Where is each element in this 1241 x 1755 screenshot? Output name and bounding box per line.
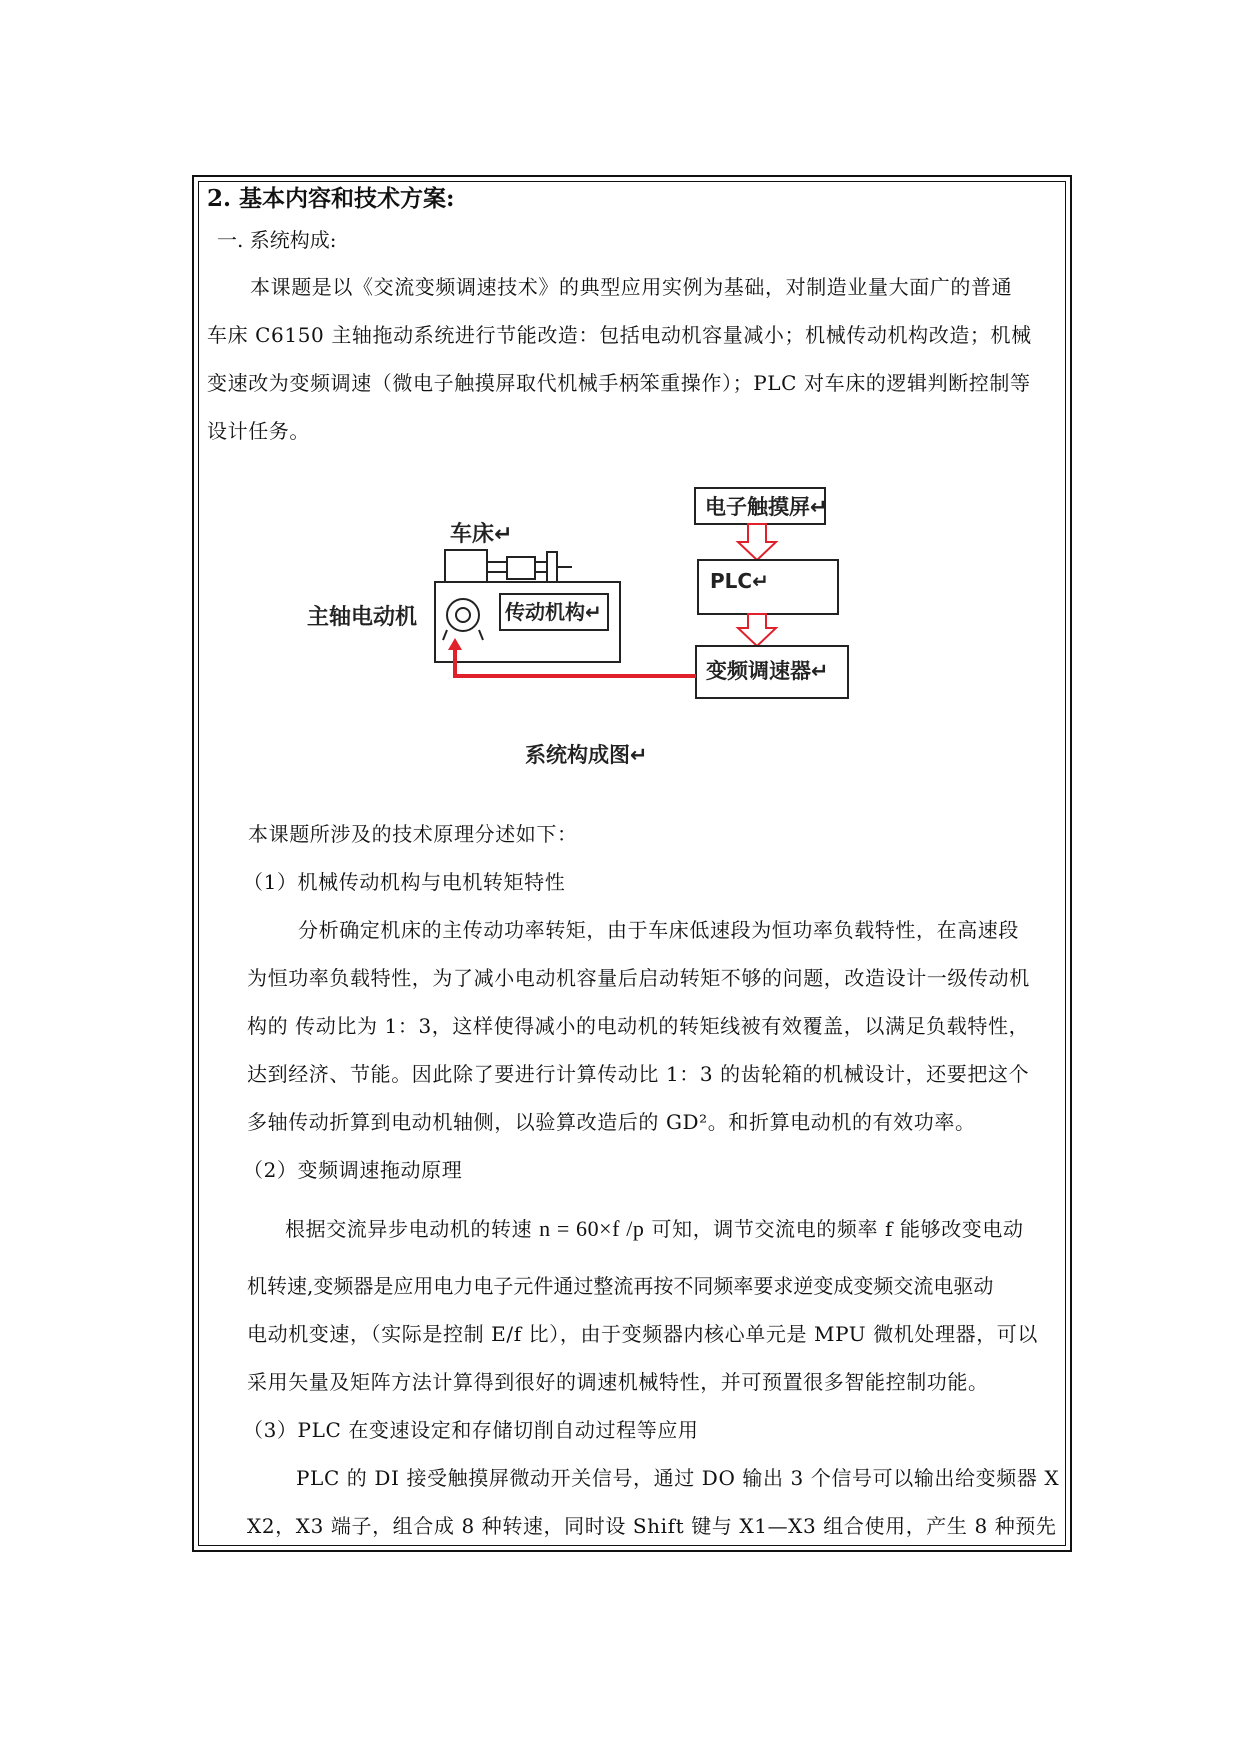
sub-heading: 一. 系统构成: bbox=[217, 228, 337, 252]
lathe-headstock bbox=[445, 550, 487, 582]
p3-line-2: X2，X3 端子，组合成 8 种转速，同时设 Shift 键与 X1—X3 组合使用，产生 8 种预先 bbox=[247, 1514, 1057, 1538]
p2-line-1-before: 根据交流异步电动机的转速 bbox=[285, 1217, 540, 1241]
lathe-tailstock bbox=[547, 552, 557, 582]
intro-line-3: 变速改为变频调速（微电子触摸屏取代机械手柄笨重操作）；PLC 对车床的逻辑判断控制等 bbox=[207, 371, 1031, 395]
principles-intro: 本课题所涉及的技术原理分述如下： bbox=[248, 822, 578, 846]
p1-line-5: 多轴传动折算到电动机轴侧，以验算改造后的 GD²。和折算电动机的有效功率。 bbox=[247, 1110, 976, 1134]
p1-line-3: 构的 传动比为 1：3，这样使得减小的电动机的转矩线被有效覆盖，以满足负载特性， bbox=[247, 1014, 1030, 1038]
p1-line-4: 达到经济、节能。因此除了要进行计算传动比 1：3 的齿轮箱的机械设计，还要把这个 bbox=[247, 1062, 1030, 1086]
diagram-caption: 系统构成图↵ bbox=[525, 743, 648, 767]
intro-line-2: 车床 C6150 主轴拖动系统进行节能改造：包括电动机容量减小；机械传动机构改造；机械 bbox=[207, 323, 1032, 347]
lathe-chuck bbox=[507, 557, 535, 579]
arrow-touchscreen-to-plc bbox=[738, 524, 776, 560]
p3-line-1: PLC 的 DI 接受触摸屏微动开关信号，通过 DO 输出 3 个信号可以输出给变频器 X bbox=[296, 1466, 1060, 1490]
intro-line-4: 设计任务。 bbox=[207, 419, 310, 443]
system-diagram bbox=[300, 478, 860, 778]
intro-line-1: 本课题是以《交流变频调速技术》的典型应用实例为基础，对制造业量大面广的普通 bbox=[250, 275, 1013, 299]
section-heading: 2. 基本内容和技术方案: bbox=[207, 185, 455, 212]
p1-line-1: 分析确定机床的主传动功率转矩，由于车床低速段为恒功率负载特性，在高速段 bbox=[298, 918, 1019, 942]
p3-title: （3）PLC 在变速设定和存储切削自动过程等应用 bbox=[243, 1418, 699, 1442]
p2-line-1 bbox=[285, 1217, 1024, 1241]
transmission-label: 传动机构↵ bbox=[505, 600, 602, 624]
p2-title: （2）变频调速拖动原理 bbox=[243, 1158, 463, 1182]
plc-label: PLC↵ bbox=[710, 569, 769, 593]
lathe-shaft-mid bbox=[535, 562, 547, 572]
spindle-motor-label: 主轴电动机 bbox=[307, 605, 418, 630]
p2-line-3: 电动机变速，（实际是控制 E/f 比），由于变频器内核心单元是 MPU 微机处理器，可以 bbox=[247, 1322, 1039, 1346]
p2-line-2: 机转速,变频器是应用电力电子元件通过整流再按不同频率要求逆变成变频交流电驱动 bbox=[247, 1274, 994, 1298]
touchscreen-label: 电子触摸屏↵ bbox=[705, 495, 828, 519]
speed-formula: n = 60×f /p bbox=[539, 1216, 645, 1241]
p1-line-2: 为恒功率负载特性，为了减小电动机容量后启动转矩不够的问题，改造设计一级传动机 bbox=[247, 966, 1030, 990]
arrow-plc-to-inverter bbox=[738, 614, 776, 646]
p1-title: （1）机械传动机构与电机转矩特性 bbox=[243, 870, 566, 894]
lathe-shaft-left bbox=[487, 562, 507, 572]
p2-line-1-after: 可知，调节交流电的频率 f 能够改变电动 bbox=[644, 1217, 1024, 1241]
p2-line-4: 采用矢量及矩阵方法计算得到很好的调速机械特性，并可预置很多智能控制功能。 bbox=[247, 1370, 989, 1394]
lathe-label: 车床↵ bbox=[450, 522, 513, 547]
inverter-label: 变频调速器↵ bbox=[706, 659, 829, 683]
